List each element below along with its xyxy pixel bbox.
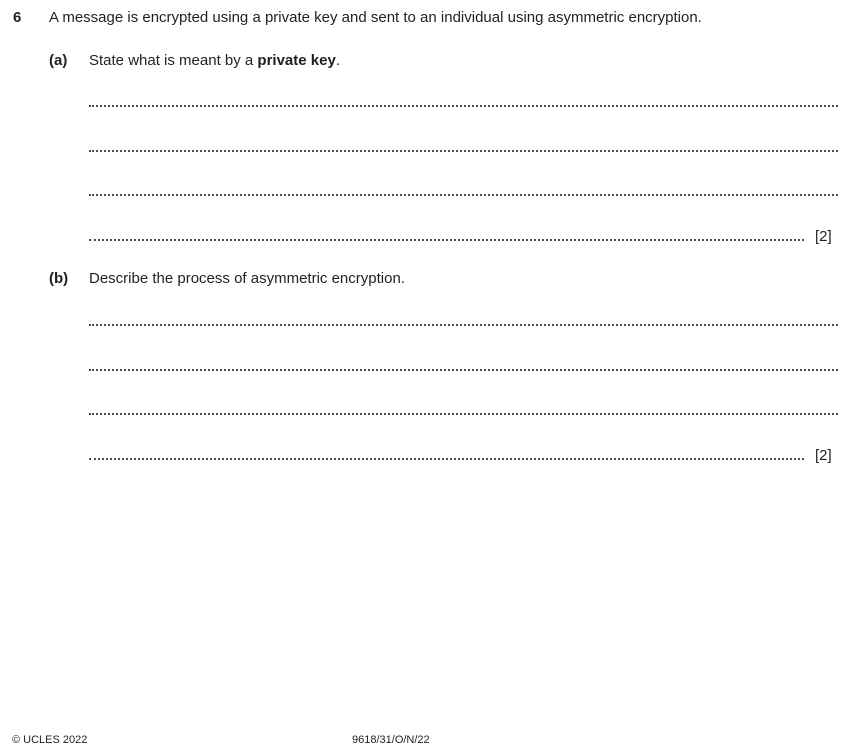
- question-stem: A message is encrypted using a private key and sent to an individual using asymmetric encryption.: [49, 9, 702, 26]
- part-b-answer-line-1[interactable]: [89, 324, 838, 326]
- part-b-prompt: Describe the process of asymmetric encryption.: [89, 270, 405, 287]
- part-a-text-after: .: [335, 52, 340, 69]
- part-a-answer-line-2[interactable]: [89, 150, 838, 152]
- part-b-answer-line-3[interactable]: [89, 413, 838, 415]
- part-a-keyword: private key: [257, 52, 336, 69]
- part-b-answer-line-4[interactable]: [89, 458, 804, 460]
- part-a-marks: [2]: [815, 228, 832, 245]
- part-a-prompt: [89, 52, 340, 69]
- footer-paper-code: 9618/31/O/N/22: [352, 734, 430, 746]
- part-a-answer-line-3[interactable]: [89, 194, 838, 196]
- part-b-marks: [2]: [815, 447, 832, 464]
- footer-copyright: © UCLES 2022: [12, 734, 88, 746]
- part-a-text-before: State what is meant by a: [89, 52, 258, 69]
- part-b-label: (b): [49, 270, 69, 287]
- part-a-answer-line-4[interactable]: [89, 239, 804, 241]
- part-a-answer-line-1[interactable]: [89, 105, 838, 107]
- question-number: 6: [13, 9, 22, 26]
- part-b-answer-line-2[interactable]: [89, 369, 838, 371]
- part-a-label: (a): [49, 52, 68, 69]
